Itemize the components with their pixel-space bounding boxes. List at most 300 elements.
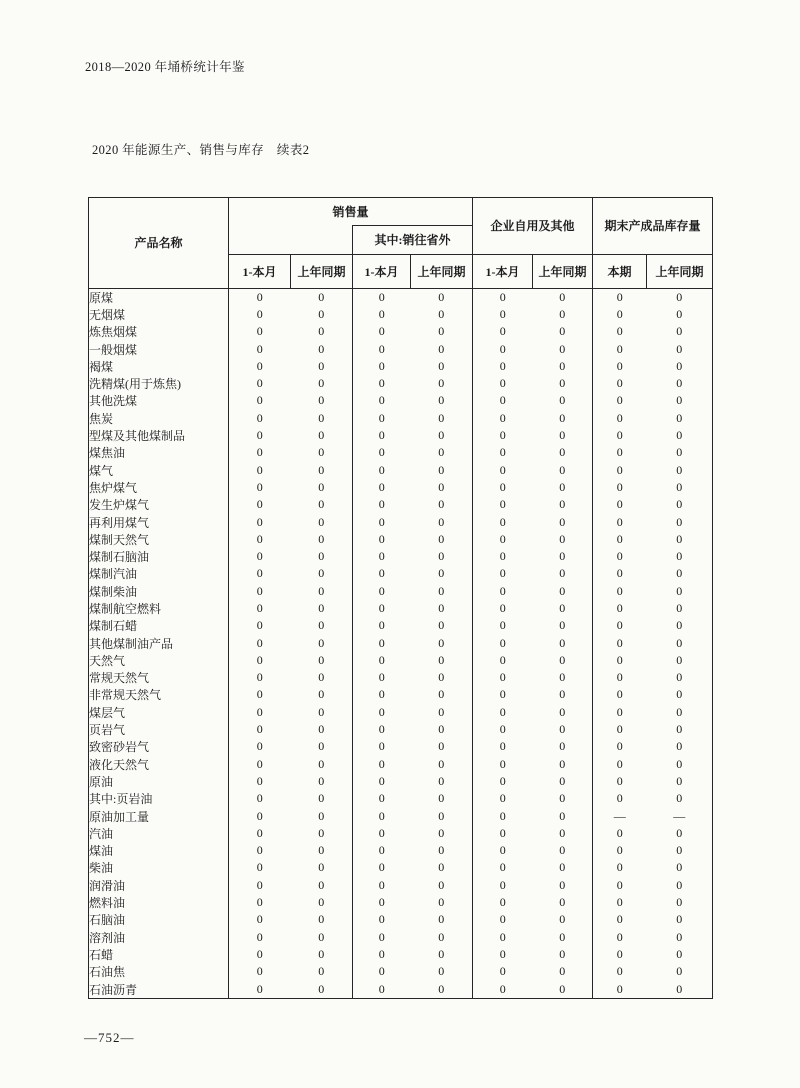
value-cell: 0 <box>533 686 593 703</box>
product-name: 致密砂岩气 <box>89 738 229 755</box>
product-name: 溶剂油 <box>89 928 229 945</box>
value-cell: 0 <box>533 877 593 894</box>
table-row <box>89 669 713 686</box>
value-cell: 0 <box>499 722 506 737</box>
product-name: 其他洗煤 <box>89 392 229 409</box>
value-cell: 0 <box>647 288 713 306</box>
value-cell: 0 <box>378 410 385 425</box>
value-cell: 0 <box>499 843 506 858</box>
value-cell: 0 <box>533 531 593 548</box>
value-cell: 0 <box>378 791 385 806</box>
value-cell: 0 <box>616 479 623 494</box>
value-cell: 0 <box>291 825 353 842</box>
value-cell: 0 <box>499 825 506 840</box>
value-cell: 0 <box>411 410 473 427</box>
value-cell: 0 <box>378 618 385 633</box>
table-row <box>89 704 713 721</box>
value-cell: 0 <box>291 392 353 409</box>
table-row <box>89 427 713 444</box>
value-cell: 0 <box>256 358 263 373</box>
value-cell: 0 <box>291 894 353 911</box>
value-cell: 0 <box>616 462 623 477</box>
value-cell: 0 <box>378 428 385 443</box>
value-cell: 0 <box>499 912 506 927</box>
value-cell: 0 <box>378 808 385 823</box>
value-cell: 0 <box>616 964 623 979</box>
table-row <box>89 410 713 427</box>
table-row <box>89 306 713 323</box>
value-cell: 0 <box>616 497 623 512</box>
col-header-product-name: 产品名称 <box>89 198 229 289</box>
table-row <box>89 461 713 478</box>
value-cell: 0 <box>411 392 473 409</box>
value-cell: 0 <box>378 289 385 304</box>
value-cell: 0 <box>291 548 353 565</box>
value-cell: 0 <box>378 964 385 979</box>
value-cell: 0 <box>616 635 623 650</box>
value-cell: 0 <box>616 756 623 771</box>
value-cell: 0 <box>647 894 713 911</box>
value-cell: 0 <box>411 790 473 807</box>
value-cell: 0 <box>256 376 263 391</box>
value-cell: 0 <box>616 773 623 788</box>
value-cell: 0 <box>616 583 623 598</box>
value-cell: 0 <box>647 496 713 513</box>
table-row <box>89 583 713 600</box>
value-cell: 0 <box>411 600 473 617</box>
value-cell: 0 <box>616 618 623 633</box>
value-cell: 0 <box>647 306 713 323</box>
value-cell: 0 <box>378 479 385 494</box>
value-cell: 0 <box>378 756 385 771</box>
value-cell: 0 <box>291 634 353 651</box>
value-cell: 0 <box>411 479 473 496</box>
value-cell: 0 <box>499 289 506 304</box>
value-cell: 0 <box>499 445 506 460</box>
value-cell: 0 <box>256 393 263 408</box>
value-cell: 0 <box>499 393 506 408</box>
value-cell: 0 <box>647 825 713 842</box>
value-cell: 0 <box>499 618 506 633</box>
value-cell: 0 <box>647 877 713 894</box>
value-cell: 0 <box>533 392 593 409</box>
value-cell: 0 <box>411 634 473 651</box>
table-row <box>89 323 713 340</box>
value-cell: 0 <box>411 704 473 721</box>
product-name: 石脑油 <box>89 911 229 928</box>
product-name: 石油沥青 <box>89 980 229 998</box>
value-cell: 0 <box>616 791 623 806</box>
value-cell: 0 <box>499 514 506 529</box>
value-cell: 0 <box>411 358 473 375</box>
value-cell: 0 <box>256 687 263 702</box>
value-cell: 0 <box>378 376 385 391</box>
value-cell: 0 <box>499 981 506 996</box>
col-header-6: 上年同期 <box>533 254 593 288</box>
value-cell: 0 <box>411 807 473 824</box>
value-cell: 0 <box>411 773 473 790</box>
value-cell: 0 <box>616 981 623 996</box>
value-cell: 0 <box>499 341 506 356</box>
value-cell: 0 <box>256 895 263 910</box>
value-cell: 0 <box>411 565 473 582</box>
value-cell: 0 <box>256 877 263 892</box>
header-row-groups <box>89 198 713 226</box>
value-cell: 0 <box>533 807 593 824</box>
value-cell: 0 <box>533 946 593 963</box>
col-header-8: 上年同期 <box>647 254 713 288</box>
value-cell: 0 <box>411 669 473 686</box>
page-number: —752— <box>84 1030 135 1045</box>
value-cell: 0 <box>411 427 473 444</box>
product-name: 煤制航空燃料 <box>89 600 229 617</box>
value-cell: 0 <box>616 860 623 875</box>
value-cell: 0 <box>256 704 263 719</box>
table-row <box>89 634 713 651</box>
value-cell: 0 <box>411 686 473 703</box>
value-cell: 0 <box>616 358 623 373</box>
value-cell: 0 <box>256 462 263 477</box>
value-cell: 0 <box>499 964 506 979</box>
col-group-sales-sub: 其中:销往省外 <box>353 226 473 255</box>
value-cell: 0 <box>378 912 385 927</box>
col-header-2: 上年同期 <box>291 254 353 288</box>
value-cell: 0 <box>378 895 385 910</box>
value-cell: 0 <box>616 739 623 754</box>
value-cell: 0 <box>291 306 353 323</box>
table-row <box>89 738 713 755</box>
value-cell: 0 <box>533 825 593 842</box>
value-cell: 0 <box>616 929 623 944</box>
value-cell: 0 <box>499 877 506 892</box>
value-cell: 0 <box>411 340 473 357</box>
value-cell: 0 <box>533 444 593 461</box>
value-cell: 0 <box>647 842 713 859</box>
table-row <box>89 600 713 617</box>
value-cell: 0 <box>291 704 353 721</box>
table-body <box>89 288 713 998</box>
col-group-self-use: 企业自用及其他 <box>473 198 593 255</box>
value-cell: 0 <box>378 635 385 650</box>
value-cell: 0 <box>378 687 385 702</box>
value-cell: 0 <box>616 306 623 321</box>
value-cell: 0 <box>291 617 353 634</box>
product-name: 焦炭 <box>89 410 229 427</box>
value-cell: 0 <box>256 722 263 737</box>
value-cell: 0 <box>647 479 713 496</box>
value-cell: 0 <box>291 721 353 738</box>
value-cell: 0 <box>616 946 623 961</box>
value-cell: 0 <box>533 565 593 582</box>
value-cell: 0 <box>533 600 593 617</box>
value-cell: 0 <box>533 756 593 773</box>
product-name: 发生炉煤气 <box>89 496 229 513</box>
table-row <box>89 825 713 842</box>
product-name: 润滑油 <box>89 877 229 894</box>
col-header-7: 本期 <box>593 254 647 288</box>
value-cell: 0 <box>499 549 506 564</box>
value-cell: 0 <box>647 773 713 790</box>
value-cell: 0 <box>411 859 473 876</box>
value-cell: 0 <box>256 566 263 581</box>
table-row <box>89 358 713 375</box>
value-cell: 0 <box>647 946 713 963</box>
product-name: 汽油 <box>89 825 229 842</box>
value-cell: 0 <box>647 461 713 478</box>
value-cell: 0 <box>616 531 623 546</box>
product-name: 煤制石蜡 <box>89 617 229 634</box>
value-cell: 0 <box>256 306 263 321</box>
value-cell: 0 <box>616 445 623 460</box>
value-cell: 0 <box>411 288 473 306</box>
value-cell: 0 <box>533 496 593 513</box>
value-cell: 0 <box>378 704 385 719</box>
value-cell: 0 <box>647 565 713 582</box>
value-cell: 0 <box>291 565 353 582</box>
value-cell: 0 <box>378 324 385 339</box>
table-row <box>89 859 713 876</box>
value-cell: 0 <box>291 461 353 478</box>
table-row <box>89 842 713 859</box>
value-cell: 0 <box>647 963 713 980</box>
value-cell: 0 <box>411 894 473 911</box>
value-cell: 0 <box>647 790 713 807</box>
value-cell: 0 <box>291 928 353 945</box>
value-cell: 0 <box>499 670 506 685</box>
col-group-inventory: 期末产成品库存量 <box>593 198 713 255</box>
product-name: 炼焦烟煤 <box>89 323 229 340</box>
value-cell: 0 <box>378 583 385 598</box>
value-cell: 0 <box>378 860 385 875</box>
table-row <box>89 911 713 928</box>
value-cell: 0 <box>616 410 623 425</box>
value-cell: 0 <box>647 686 713 703</box>
value-cell: 0 <box>378 739 385 754</box>
value-cell: 0 <box>291 358 353 375</box>
value-cell: 0 <box>411 583 473 600</box>
value-cell: 0 <box>616 687 623 702</box>
value-cell: 0 <box>647 392 713 409</box>
product-name: 煤焦油 <box>89 444 229 461</box>
value-cell: 0 <box>533 928 593 945</box>
table-row <box>89 513 713 530</box>
value-cell: 0 <box>256 289 263 304</box>
value-cell: 0 <box>256 929 263 944</box>
value-cell: 0 <box>647 340 713 357</box>
table-title: 2020 年能源生产、销售与库存 续表2 <box>92 143 310 157</box>
table-row <box>89 756 713 773</box>
value-cell: 0 <box>378 549 385 564</box>
value-cell: 0 <box>647 410 713 427</box>
product-name: 煤层气 <box>89 704 229 721</box>
table-row <box>89 790 713 807</box>
value-cell: 0 <box>533 773 593 790</box>
table-row <box>89 375 713 392</box>
value-cell: 0 <box>411 911 473 928</box>
value-cell: 0 <box>499 566 506 581</box>
value-cell: 0 <box>647 704 713 721</box>
value-cell: 0 <box>411 946 473 963</box>
value-cell: 0 <box>499 583 506 598</box>
value-cell: 0 <box>378 306 385 321</box>
product-name: 煤制天然气 <box>89 531 229 548</box>
value-cell: 0 <box>533 738 593 755</box>
value-cell: 0 <box>411 756 473 773</box>
product-name: 原油加工量 <box>89 807 229 824</box>
value-cell: 0 <box>291 496 353 513</box>
value-cell: 0 <box>378 341 385 356</box>
value-cell: 0 <box>378 462 385 477</box>
value-cell: 0 <box>533 963 593 980</box>
value-cell: 0 <box>291 531 353 548</box>
value-cell: 0 <box>499 946 506 961</box>
value-cell: 0 <box>499 687 506 702</box>
value-cell: 0 <box>533 358 593 375</box>
value-cell: 0 <box>533 288 593 306</box>
value-cell: 0 <box>647 358 713 375</box>
value-cell: 0 <box>411 496 473 513</box>
value-cell: 0 <box>411 825 473 842</box>
product-name: 煤气 <box>89 461 229 478</box>
value-cell: 0 <box>647 600 713 617</box>
value-cell: 0 <box>378 670 385 685</box>
table-row <box>89 963 713 980</box>
value-cell: 0 <box>499 704 506 719</box>
product-name: 无烟煤 <box>89 306 229 323</box>
value-cell: 0 <box>616 324 623 339</box>
product-name: 页岩气 <box>89 721 229 738</box>
value-cell: 0 <box>499 756 506 771</box>
table-row <box>89 479 713 496</box>
col-header-4: 上年同期 <box>411 254 473 288</box>
product-name: 原煤 <box>89 288 229 306</box>
value-cell: 0 <box>378 825 385 840</box>
value-cell: 0 <box>378 929 385 944</box>
value-cell: 0 <box>616 877 623 892</box>
value-cell: 0 <box>291 288 353 306</box>
value-cell: 0 <box>533 980 593 998</box>
value-cell: 0 <box>533 704 593 721</box>
product-name: 其中:页岩油 <box>89 790 229 807</box>
value-cell: 0 <box>256 479 263 494</box>
value-cell: 0 <box>647 721 713 738</box>
value-cell: 0 <box>411 323 473 340</box>
table-row <box>89 340 713 357</box>
value-cell: 0 <box>533 479 593 496</box>
product-name: 石油焦 <box>89 963 229 980</box>
product-name: 煤制汽油 <box>89 565 229 582</box>
value-cell: 0 <box>291 842 353 859</box>
value-cell: 0 <box>256 618 263 633</box>
value-cell: 0 <box>616 549 623 564</box>
value-cell: 0 <box>411 548 473 565</box>
value-cell: 0 <box>499 428 506 443</box>
value-cell: 0 <box>499 791 506 806</box>
value-cell: 0 <box>533 669 593 686</box>
value-cell: 0 <box>411 444 473 461</box>
value-cell: 0 <box>256 946 263 961</box>
value-cell: 0 <box>647 980 713 998</box>
value-cell: 0 <box>291 877 353 894</box>
value-cell: 0 <box>378 497 385 512</box>
value-cell: 0 <box>533 859 593 876</box>
value-cell: 0 <box>616 600 623 615</box>
value-cell: — <box>647 807 713 824</box>
table-row <box>89 807 713 824</box>
value-cell: 0 <box>533 410 593 427</box>
value-cell: 0 <box>616 652 623 667</box>
table-row <box>89 444 713 461</box>
value-cell: 0 <box>647 928 713 945</box>
value-cell: 0 <box>378 773 385 788</box>
table-row <box>89 686 713 703</box>
value-cell: 0 <box>533 583 593 600</box>
value-cell: 0 <box>533 617 593 634</box>
value-cell: 0 <box>616 825 623 840</box>
table-row <box>89 773 713 790</box>
value-cell: 0 <box>616 376 623 391</box>
value-cell: 0 <box>291 963 353 980</box>
value-cell: 0 <box>647 738 713 755</box>
value-cell: 0 <box>256 600 263 615</box>
value-cell: 0 <box>378 514 385 529</box>
value-cell: 0 <box>256 825 263 840</box>
value-cell: 0 <box>411 513 473 530</box>
table-row <box>89 928 713 945</box>
value-cell: 0 <box>256 583 263 598</box>
table-row <box>89 496 713 513</box>
value-cell: 0 <box>616 341 623 356</box>
value-cell: 0 <box>647 634 713 651</box>
value-cell: 0 <box>411 652 473 669</box>
value-cell: 0 <box>616 704 623 719</box>
value-cell: 0 <box>616 670 623 685</box>
value-cell: 0 <box>291 444 353 461</box>
value-cell: 0 <box>411 877 473 894</box>
value-cell: 0 <box>291 583 353 600</box>
value-cell: 0 <box>256 652 263 667</box>
value-cell: 0 <box>378 566 385 581</box>
value-cell: 0 <box>533 842 593 859</box>
energy-statistics-table <box>88 197 713 999</box>
value-cell: 0 <box>256 635 263 650</box>
value-cell: 0 <box>256 514 263 529</box>
value-cell: 0 <box>616 428 623 443</box>
value-cell: 0 <box>291 479 353 496</box>
value-cell: 0 <box>411 721 473 738</box>
value-cell: 0 <box>616 566 623 581</box>
value-cell: 0 <box>616 912 623 927</box>
value-cell: 0 <box>411 738 473 755</box>
product-name: 褐煤 <box>89 358 229 375</box>
table-row <box>89 946 713 963</box>
value-cell: 0 <box>256 808 263 823</box>
value-cell: 0 <box>291 946 353 963</box>
value-cell: 0 <box>616 722 623 737</box>
product-name: 非常规天然气 <box>89 686 229 703</box>
value-cell: 0 <box>533 790 593 807</box>
value-cell: 0 <box>616 393 623 408</box>
product-name: 煤制石脑油 <box>89 548 229 565</box>
value-cell: 0 <box>291 911 353 928</box>
value-cell: 0 <box>256 739 263 754</box>
value-cell: 0 <box>291 323 353 340</box>
value-cell: 0 <box>647 617 713 634</box>
value-cell: 0 <box>378 600 385 615</box>
value-cell: 0 <box>499 324 506 339</box>
value-cell: 0 <box>499 358 506 373</box>
value-cell: 0 <box>256 843 263 858</box>
